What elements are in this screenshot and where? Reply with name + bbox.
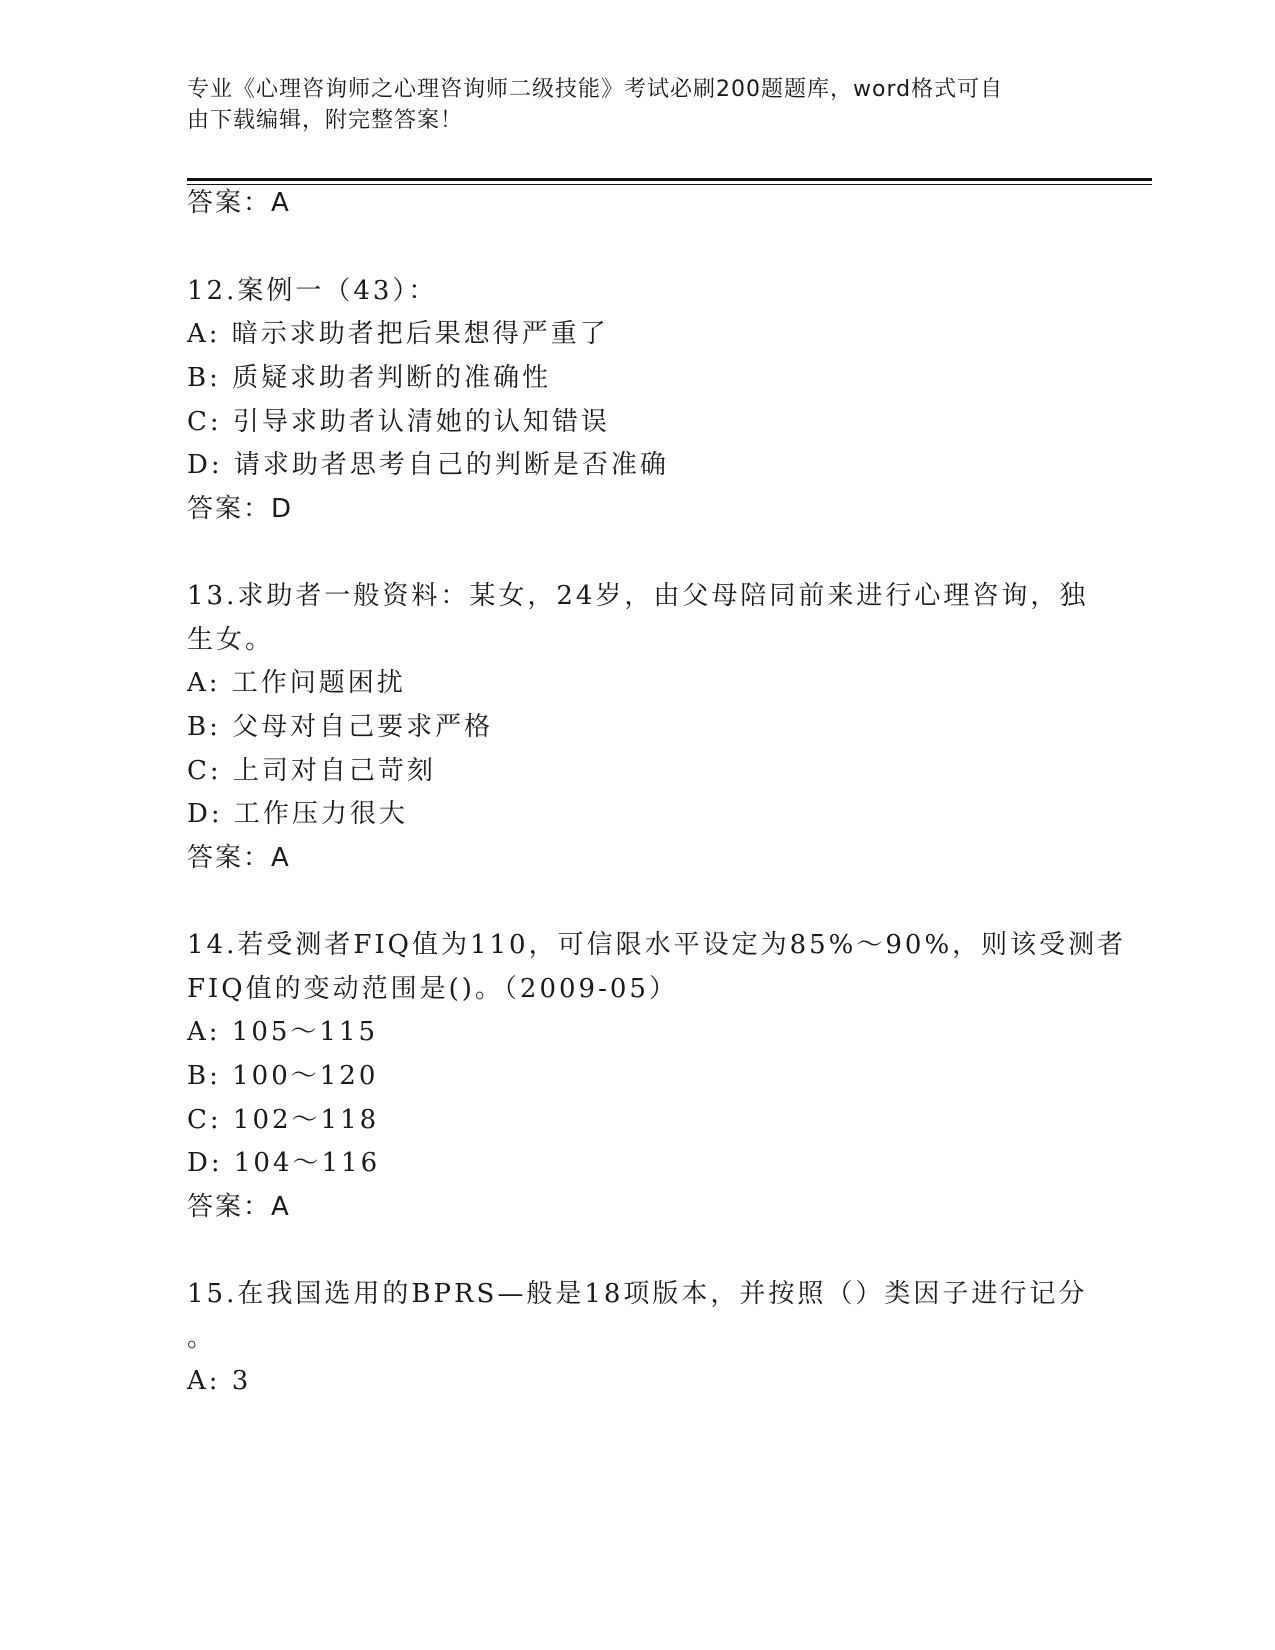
q14-option-d: D: 104～116 (187, 1148, 381, 1178)
q14-option-b: B: 100～120 (187, 1061, 379, 1091)
q13-option-b: B: 父母对自己要求严格 (187, 712, 494, 742)
q14-stem-line-1: 14.若受测者FIQ值为110，可信限水平设定为85%～90%，则该受测者 (187, 930, 1127, 960)
header-rule-thick (187, 178, 1152, 181)
header-line-2: 由下载编辑，附完整答案！ (187, 108, 464, 133)
q15-stem-line-2: 。 (187, 1323, 217, 1353)
q13-answer: 答案：A (187, 843, 291, 873)
header-rule-thin (187, 184, 1152, 185)
q14-stem-line-2: FIQ值的变动范围是()。（2009-05） (187, 974, 678, 1004)
q12-option-d: D: 请求助者思考自己的判断是否准确 (187, 450, 669, 480)
q12-option-a: A: 暗示求助者把后果想得严重了 (187, 319, 609, 349)
q13-option-d: D: 工作压力很大 (187, 799, 408, 829)
q13-option-a: A: 工作问题困扰 (187, 668, 406, 698)
q13-stem-line-1: 13.求助者一般资料：某女，24岁，由父母陪同前来进行心理咨询，独 (187, 581, 1089, 611)
q13-option-c: C: 上司对自己苛刻 (187, 756, 436, 786)
q12-stem: 12.案例一（43）： (187, 276, 438, 306)
q12-answer: 答案：D (187, 494, 294, 524)
q14-option-c: C: 102～118 (187, 1105, 380, 1135)
document-header (187, 74, 1067, 136)
header-line-1: 专业《心理咨询师之心理咨询师二级技能》考试必刷200题题库，word格式可自 (187, 77, 1004, 102)
q12-option-b: B: 质疑求助者判断的准确性 (187, 363, 552, 393)
answer-previous: 答案：A (187, 188, 291, 218)
q13-stem-line-2: 生女。 (187, 625, 275, 655)
q14-answer: 答案：A (187, 1192, 291, 1222)
q14-option-a: A: 105～115 (187, 1017, 379, 1047)
q12-option-c: C: 引导求助者认清她的认知错误 (187, 407, 610, 437)
q15-option-a: A: 3 (187, 1366, 252, 1396)
q15-stem-line-1: 15.在我国选用的BPRS—般是18项版本，并按照（）类因子进行记分 (187, 1279, 1088, 1309)
